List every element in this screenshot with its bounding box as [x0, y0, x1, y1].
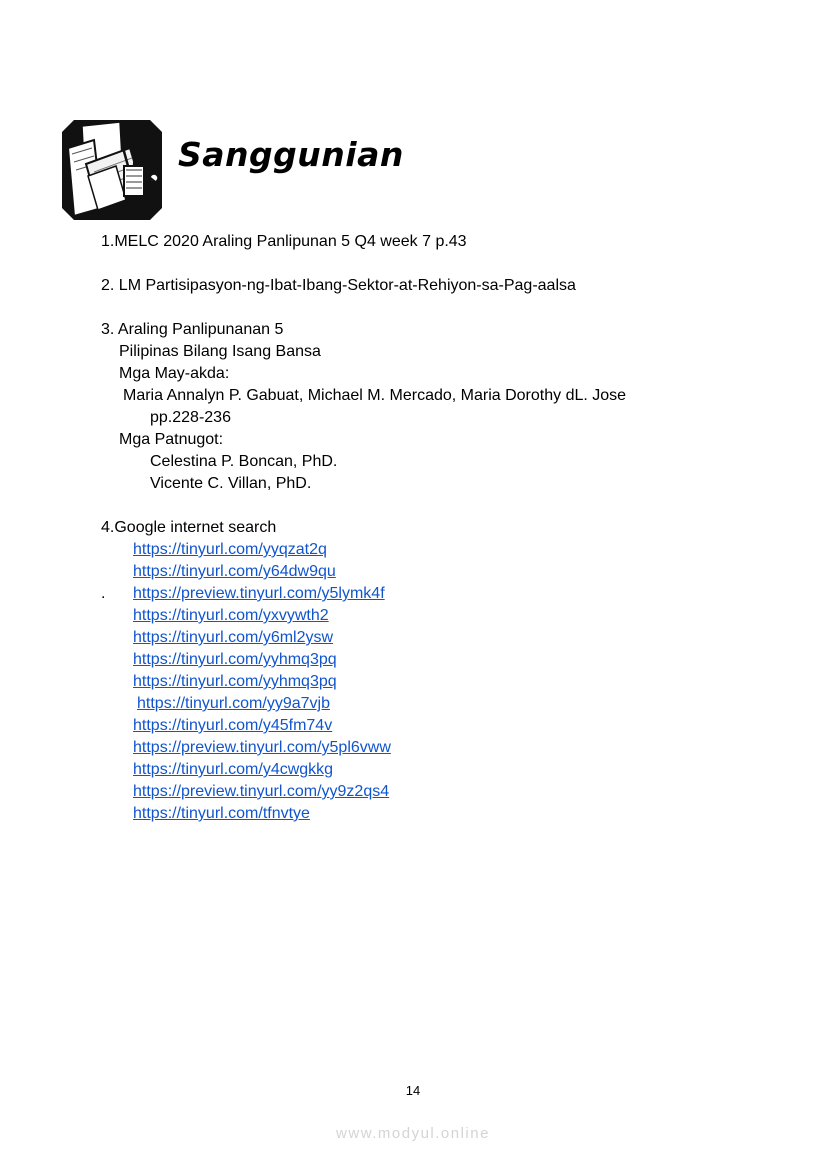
watermark: www.modyul.online	[336, 1125, 490, 1142]
reference-link[interactable]: https://tinyurl.com/yyhmq3pq	[133, 673, 337, 690]
reference-item-1: 1.MELC 2020 Araling Panlipunan 5 Q4 week 7 p.43	[101, 233, 467, 250]
reference-item-3-subtitle: Pilipinas Bilang Isang Bansa	[119, 343, 321, 360]
books-and-pencil-cup-icon	[60, 118, 164, 222]
reference-link[interactable]: https://tinyurl.com/y64dw9qu	[133, 563, 336, 580]
reference-link[interactable]: https://tinyurl.com/yyhmq3pq	[133, 651, 337, 668]
authors-label: Mga May-akda:	[119, 365, 230, 382]
reference-item-3-title: 3. Araling Panlipunanan 5	[101, 321, 284, 338]
page-number: 14	[405, 1083, 421, 1098]
reference-link[interactable]: https://preview.tinyurl.com/y5pl6vww	[133, 739, 391, 756]
reference-link[interactable]: https://tinyurl.com/y6ml2ysw	[133, 629, 334, 646]
stray-period: .	[101, 585, 106, 602]
page-range: pp.228-236	[150, 409, 231, 426]
reference-link[interactable]: https://tinyurl.com/y4cwgkkg	[133, 761, 334, 778]
reference-link[interactable]: https://preview.tinyurl.com/yy9z2qs4	[133, 783, 390, 800]
reference-link[interactable]: https://preview.tinyurl.com/y5lymk4f	[133, 585, 385, 602]
reference-item-2: 2. LM Partisipasyon-ng-Ibat-Ibang-Sektor-at-Rehiyon-sa-Pag-aalsa	[101, 277, 576, 294]
reference-link[interactable]: https://tinyurl.com/y45fm74v	[133, 717, 333, 734]
reference-link[interactable]: https://tinyurl.com/yy9a7vjb	[137, 695, 330, 712]
editor-name: Vicente C. Villan, PhD.	[150, 475, 312, 492]
reference-link[interactable]: https://tinyurl.com/yxvywth2	[133, 607, 329, 624]
reference-link[interactable]: https://tinyurl.com/yyqzat2q	[133, 541, 327, 558]
reference-link[interactable]: https://tinyurl.com/tfnvtye	[133, 805, 310, 822]
authors-list: Maria Annalyn P. Gabuat, Michael M. Mercado, Maria Dorothy dL. Jose	[123, 387, 627, 404]
editor-name: Celestina P. Boncan, PhD.	[150, 453, 338, 470]
page-title: Sanggunian	[178, 135, 404, 174]
editors-label: Mga Patnugot:	[119, 431, 224, 448]
reference-item-4-title: 4.Google internet search	[101, 519, 277, 536]
